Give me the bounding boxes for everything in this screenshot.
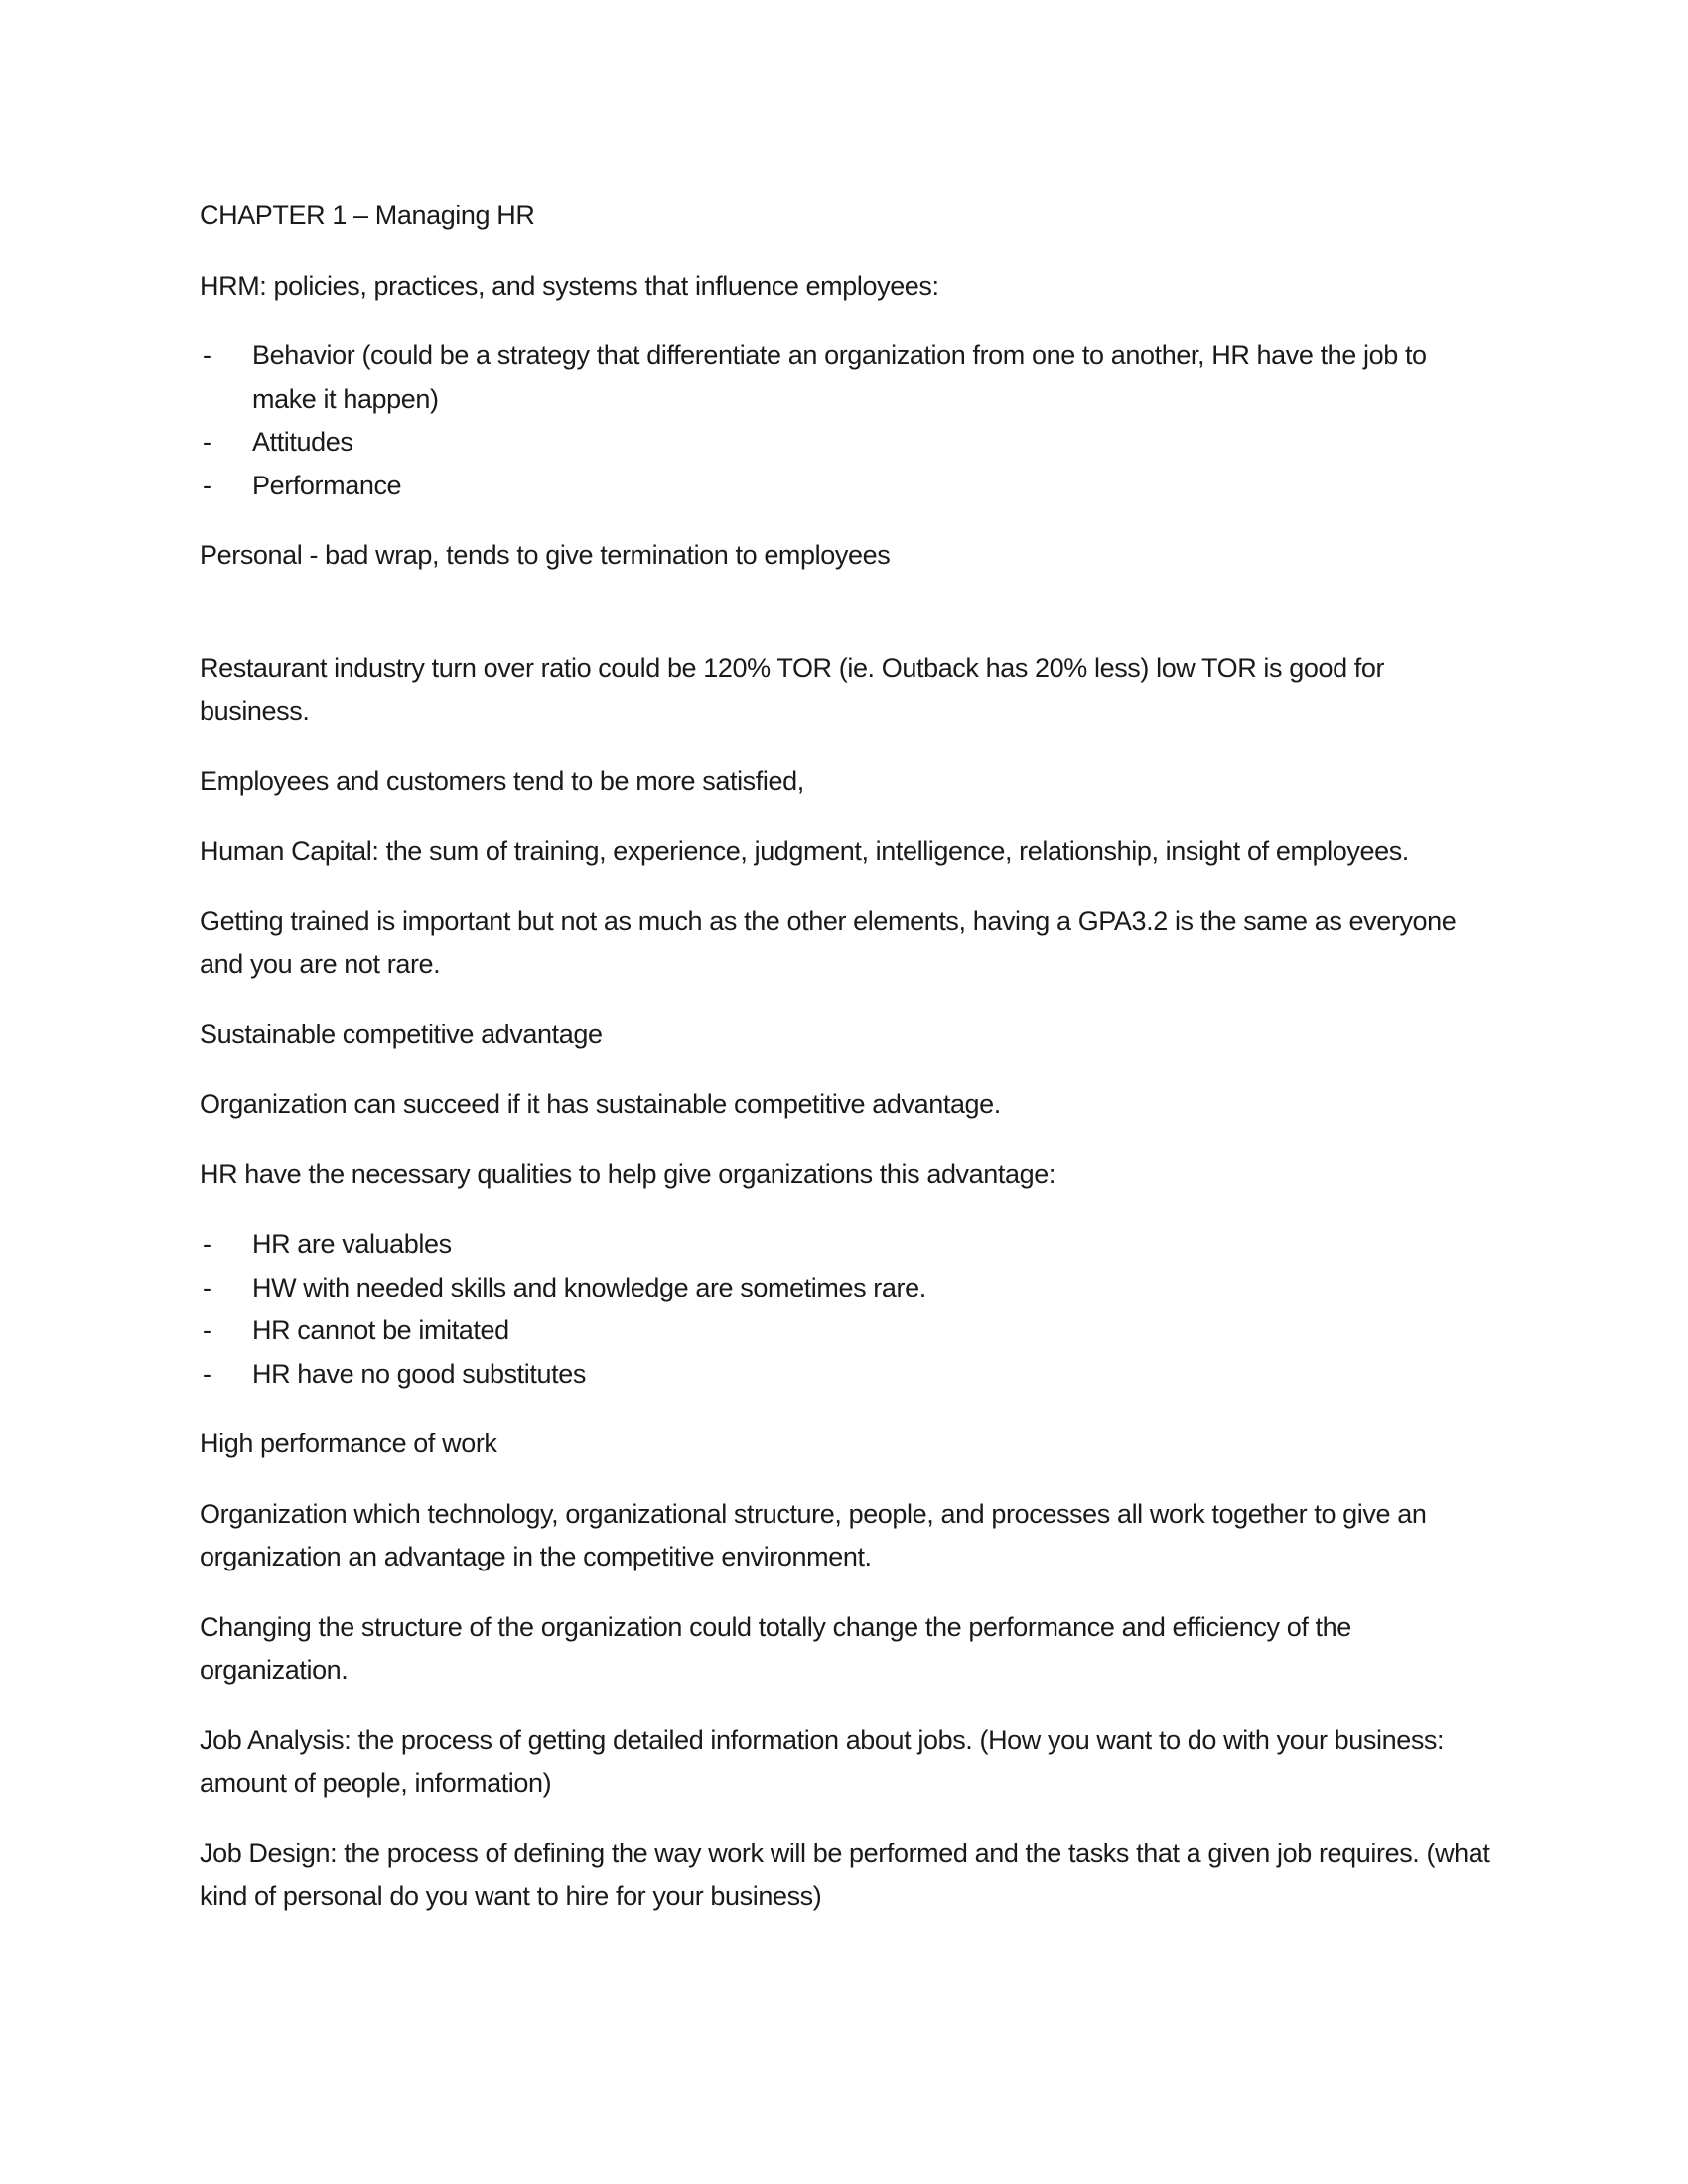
list-item: - HW with needed skills and knowledge are sometimes rare. [200, 1267, 1490, 1310]
dash-bullet-icon: - [203, 1315, 211, 1345]
training-note: Getting trained is important but not as much as the other elements, having a GPA3.2 is the same as everyone and you are not rare. [200, 905, 1457, 979]
document-page [200, 195, 1490, 1946]
list-item: - Performance [200, 465, 1490, 508]
hr-qualities-intro: HR have the necessary qualities to help give organizations this advantage: [200, 1159, 1055, 1189]
list-item: - Behavior (could be a strategy that differentiate an organization from one to another, HR have the job to make it happen) [200, 335, 1490, 421]
dash-bullet-icon: - [203, 341, 211, 370]
dash-bullet-icon: - [203, 1272, 211, 1302]
dash-bullet-icon: - [203, 427, 211, 457]
list-item: - Attitudes [200, 421, 1490, 465]
list-item: - HR cannot be imitated [200, 1309, 1490, 1353]
list-item: - HR are valuables [200, 1223, 1490, 1267]
restaurant-note: Restaurant industry turn over ratio could be 120% TOR (ie. Outback has 20% less) low TOR is good for business. [200, 652, 1385, 726]
hrm-list [200, 335, 1490, 507]
hrm-intro: HRM: policies, practices, and systems that influence employees: [200, 270, 939, 301]
hr-qualities-list [200, 1223, 1490, 1396]
dash-bullet-icon: - [203, 1358, 211, 1389]
hpw-definition: Organization which technology, organizational structure, people, and processes all work together to give an organization an advantage in the competitive environment. [200, 1498, 1427, 1571]
job-analysis-definition: Job Analysis: the process of getting detailed information about jobs. (How you want to do with your business: amount of people, information) [200, 1724, 1445, 1798]
chapter-title: CHAPTER 1 – Managing HR [200, 201, 535, 230]
sca-definition: Organization can succeed if it has sustainable competitive advantage. [200, 1089, 1001, 1119]
list-item: - HR have no good substitutes [200, 1353, 1490, 1397]
hpw-heading: High performance of work [200, 1429, 497, 1458]
dash-bullet-icon: - [203, 1229, 211, 1259]
job-design-definition: Job Design: the process of defining the way work will be performed and the tasks that a given job requires. (what kind of personal do you want to hire for your business) [200, 1838, 1490, 1911]
sca-heading: Sustainable competitive advantage [200, 1019, 603, 1049]
blank-line [200, 605, 1490, 647]
satisfaction-note: Employees and customers tend to be more satisfied, [200, 765, 804, 796]
personal-note: Personal - bad wrap, tends to give termination to employees [200, 540, 891, 570]
structure-note: Changing the structure of the organization could totally change the performance and efficiency of the organization. [200, 1611, 1351, 1685]
dash-bullet-icon: - [203, 470, 211, 500]
human-capital-definition: Human Capital: the sum of training, experience, judgment, intelligence, relationship, insight of employees. [200, 836, 1409, 866]
